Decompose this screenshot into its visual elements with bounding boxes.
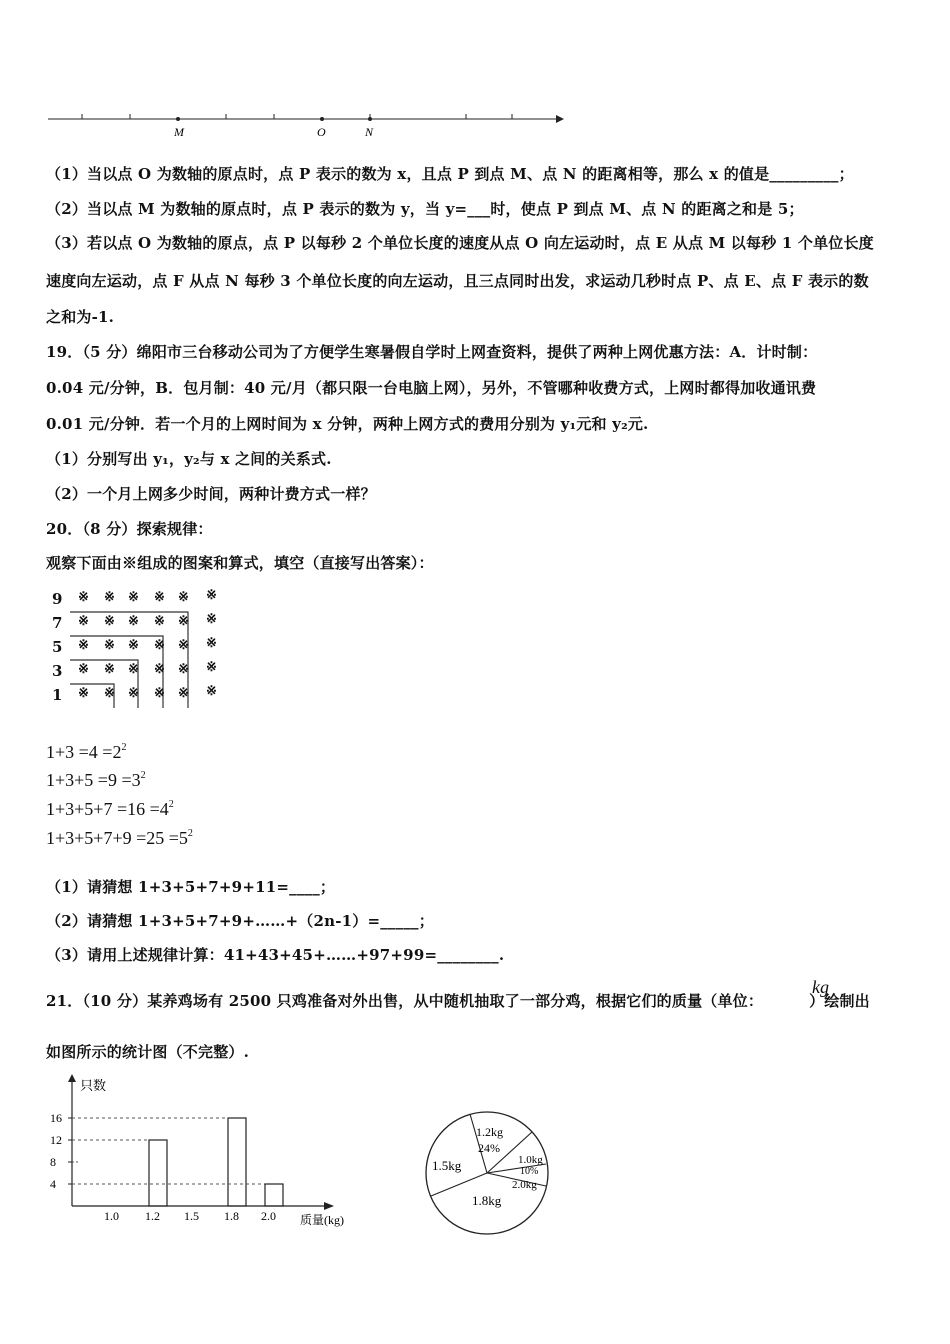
formula-3: $1+3+5+7 =16 =4^2$ [46,799,174,819]
asterisk-symbol: ※ [154,590,165,605]
asterisk-symbol: ※ [206,660,217,675]
label-o: O [317,125,326,139]
q20-part1: （1）请猜想 1+3+5+7+9+11=____； [46,878,336,896]
asterisk-symbol: ※ [104,686,115,701]
asterisk-symbol: ※ [178,662,189,677]
asterisk-symbol: ※ [154,662,165,677]
pie-label-1.2kg: 1.2kg [476,1125,503,1139]
q20-instruction: 观察下面由※组成的图案和算式，填空（直接写出答案）： [46,554,434,572]
q19-part1: （1）分别写出 y₁，y₂与 x 之间的关系式. [46,450,332,468]
formula-2: $1+3+5 =9 =3^2$ [46,770,146,790]
asterisk-symbol: ※ [178,590,189,605]
q19-line2: 0.04 元/分钟，B．包月制：40 元/月（都只限一台电脑上网），另外，不管哪种收费方式，上网时都得加收通讯费 [46,379,817,397]
label-m: M [174,125,184,139]
q21-line2: 如图所示的统计图（不完整）. [46,1043,250,1061]
pie-label-1.8kg: 1.8kg [472,1193,502,1208]
y-axis-arrow [68,1074,76,1082]
asterisk-symbol: ※ [128,614,139,629]
x-tick-label: 1.5 [184,1209,199,1223]
asterisk-symbol: ※ [104,590,115,605]
asterisk-symbol: ※ [78,686,89,701]
asterisk-symbol: ※ [178,638,189,653]
q19-line1: 19．（5 分）绵阳市三台移动公司为了方便学生寒暑假自学时上网查资料，提供了两种上网优惠方法：A．计时制： [46,343,818,361]
bar-chart [44,1072,374,1232]
asterisk-symbol: ※ [206,684,217,699]
x-tick-label: 1.2 [145,1209,160,1223]
y-tick-label: 16 [50,1111,62,1125]
q21-line1: 21．（10 分）某养鸡场有 2500 只鸡准备对外出售，从中随机抽取了一部分鸡，根据它们的质量（单位： ）绘制出 [46,992,870,1010]
asterisk-symbol: ※ [206,588,217,603]
pie-label-1.5kg: 1.5kg [432,1158,462,1173]
x-axis-arrow [324,1202,334,1210]
x-tick-label: 1.8 [224,1209,239,1223]
row-label: 5 [52,638,63,656]
asterisk-symbol: ※ [78,662,89,677]
asterisk-pattern [48,590,228,710]
asterisk-symbol: ※ [206,636,217,651]
asterisk-symbol: ※ [104,662,115,677]
label-n: N [365,125,374,139]
formula-4: $1+3+5+7+9 =25 =5^2$ [46,828,193,848]
q18-part2: （2）当以点 M 为数轴的原点时，点 P 表示的数为 y，当 y=___时，使点 P 到点 M、点 N 的距离之和是 5； [46,200,804,218]
q20-part3: （3）请用上述规律计算：41+43+45+……+97+99=________. [46,946,505,964]
row-label: 1 [52,686,63,704]
asterisk-symbol: ※ [128,662,139,677]
q18-part3-line3: 之和为-1. [46,308,115,326]
asterisk-symbol: ※ [78,590,89,605]
asterisk-symbol: ※ [154,686,165,701]
y-tick-label: 4 [50,1177,56,1191]
asterisk-symbol: ※ [154,614,165,629]
bar [149,1140,167,1206]
asterisk-symbol: ※ [104,614,115,629]
bar [228,1118,246,1206]
y-tick-label: 12 [50,1133,62,1147]
q20-title: 20．（8 分）探索规律： [46,520,213,538]
formula-1: $1+3 =4 =2^2$ [46,742,127,762]
asterisk-symbol: ※ [128,638,139,653]
q18-part3-line2: 速度向左运动，点 F 从点 N 每秒 3 个单位长度的向左运动，且三点同时出发，求运动几秒时点 P、点 E、点 F 表示的数 [46,272,869,290]
asterisk-symbol: ※ [78,614,89,629]
row-label: 7 [52,614,63,632]
y-tick-label: 8 [50,1155,56,1169]
y-axis-label: 只数 [80,1078,107,1093]
q19-line3: 0.01 元/分钟．若一个月的上网时间为 x 分钟，两种上网方式的费用分别为 y₁元和 y₂元. [46,415,649,433]
pie-label-2.0kg: 2.0kg [512,1179,537,1191]
pie-pct-24: 24% [478,1141,500,1155]
pie-pct-10: 10% [520,1166,539,1177]
q18-part1: （1）当以点 O 为数轴的原点时，点 P 表示的数为 x，且点 P 到点 M、点 N 的距离相等，那么 x 的值是_________； [46,165,854,183]
pie-label-1.0kg: 1.0kg [518,1154,543,1166]
q20-part2: （2）请猜想 1+3+5+7+9+……+（2n-1）=_____； [46,912,434,930]
asterisk-symbol: ※ [78,638,89,653]
pie-chart [420,1108,560,1238]
asterisk-symbol: ※ [154,638,165,653]
asterisk-symbol: ※ [128,686,139,701]
x-axis-label: 质量(kg) [300,1213,344,1227]
q19-part2: （2）一个月上网多少时间，两种计费方式一样？ [46,485,376,503]
asterisk-symbol: ※ [104,638,115,653]
row-label: 9 [52,590,63,608]
asterisk-symbol: ※ [178,614,189,629]
x-tick-label: 1.0 [104,1209,119,1223]
x-tick-label: 2.0 [261,1209,276,1223]
unit-kg: kg [812,977,829,997]
q18-part3-line1: （3）若以点 O 为数轴的原点，点 P 以每秒 2 个单位长度的速度从点 O 向左运动时，点 E 从点 M 以每秒 1 个单位长度 [46,234,874,252]
asterisk-symbol: ※ [128,590,139,605]
row-label: 3 [52,662,63,680]
asterisk-symbol: ※ [178,686,189,701]
bar [265,1184,283,1206]
number-line [48,108,568,140]
asterisk-symbol: ※ [206,612,217,627]
